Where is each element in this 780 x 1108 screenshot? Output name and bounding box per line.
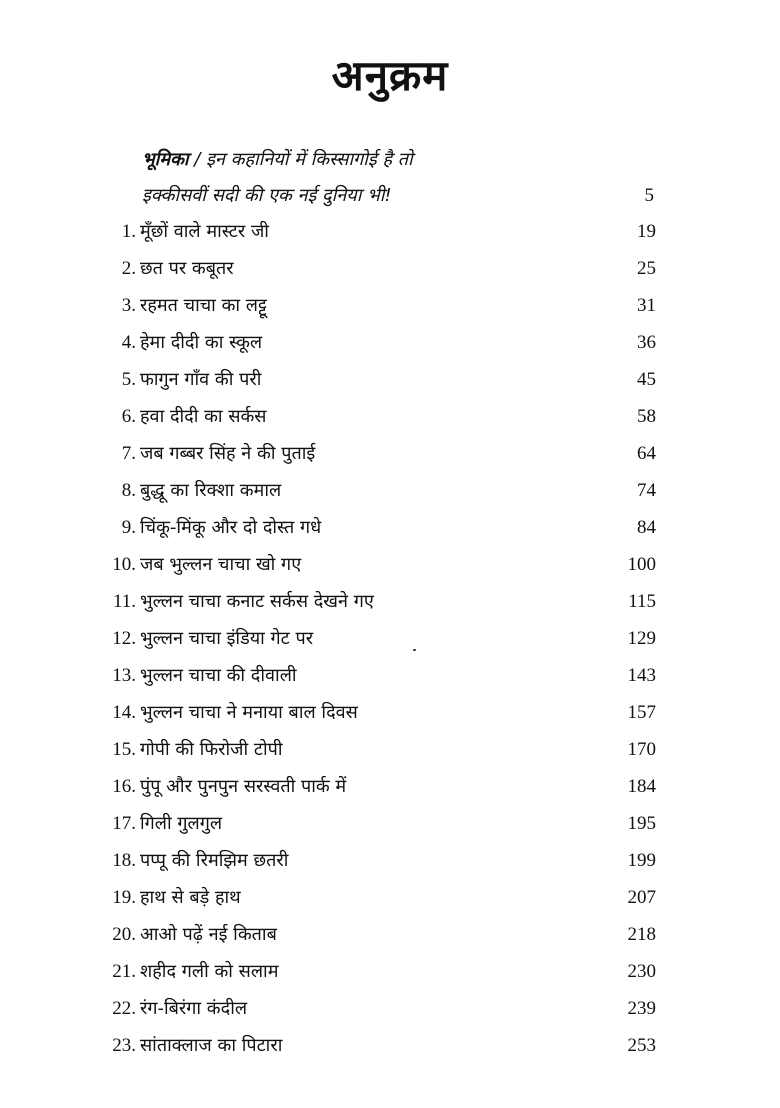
toc-entry-number: 23. [112,1035,136,1056]
toc-entry-number: 18. [112,850,136,871]
preface-entry [142,142,662,214]
toc-row [96,953,656,990]
toc-entry-number: 3. [121,295,136,316]
toc-entry-page: 100 [627,554,656,575]
toc-entry-page: 207 [627,887,656,908]
toc-entry-number: 22. [112,998,136,1019]
toc-row [96,472,656,509]
toc-entry-title: आओ पढ़ें नई किताब [140,924,277,945]
toc-row [96,657,656,694]
toc-entry-number: 12. [112,628,136,649]
toc-entry-number: 20. [112,924,136,945]
toc-row [96,620,656,657]
toc-entry-number: 21. [112,961,136,982]
toc-entry-title: जब भुल्लन चाचा खो गए [140,554,302,575]
toc-entry-title: बुद्धू का रिक्शा कमाल [140,480,282,501]
toc-entry-title: हाथ से बड़े हाथ [140,887,241,908]
toc-entry-number: 14. [112,702,136,723]
toc-row [96,287,656,324]
toc-row [96,250,656,287]
toc-row [96,731,656,768]
toc-entry-number: 19. [112,887,136,908]
toc-row [96,805,656,842]
toc-entry-number: 11. [112,591,136,612]
toc-entry-number: 16. [112,776,136,797]
toc-entry-title: हेमा दीदी का स्कूल [140,332,263,353]
toc-entry-title: गोपी की फिरोजी टोपी [140,739,283,760]
toc-entry-page: 74 [637,480,656,501]
toc-row [96,768,656,805]
toc-entry-page: 25 [637,258,656,279]
toc-entry-page: 143 [627,665,656,686]
toc-entry-number: 2. [121,258,136,279]
toc-entry-page: 45 [637,369,656,390]
toc-entry-title: छत पर कबूतर [140,258,234,279]
toc-row [96,842,656,879]
toc-entry-number: 6. [121,406,136,427]
toc-entry-title: गिली गुलगुल [140,813,223,834]
toc-entry-page: 230 [627,961,656,982]
toc-entry-number: 13. [112,665,136,686]
toc-entry-page: 19 [637,221,656,242]
toc-entry-title: शहीद गली को सलाम [140,961,279,982]
toc-entry-number: 5. [121,369,136,390]
toc-row [96,509,656,546]
print-speck [413,649,416,651]
toc-entry-page: 115 [628,591,656,612]
toc-entry-title: पुंपू और पुनपुन सरस्वती पार्क में [140,776,347,797]
toc-entry-page: 218 [627,924,656,945]
toc-entry-title: रहमत चाचा का लट्टू [140,295,267,316]
toc-entry-number: 17. [112,813,136,834]
toc-row [96,916,656,953]
preface-page-number: 5 [644,185,654,206]
toc-entry-page: 253 [627,1035,656,1056]
toc-entry-page: 195 [627,813,656,834]
toc-entry-page: 199 [627,850,656,871]
toc-entry-page: 36 [637,332,656,353]
toc-entry-title: भुल्लन चाचा कनाट सर्कस देखने गए [140,591,374,612]
toc-row [96,879,656,916]
toc-entry-number: 8. [121,480,136,501]
toc-entry-title: जब गब्बर सिंह ने की पुताई [140,443,316,464]
page-title: अनुक्रम [331,51,449,100]
toc-entry-title: पप्पू की रिमझिम छतरी [140,850,289,871]
toc-entry-number: 4. [121,332,136,353]
toc-entry-title: भुल्लन चाचा की दीवाली [140,665,297,686]
toc-row [96,694,656,731]
toc-entry-title: रंग-बिरंगा कंदील [140,998,248,1019]
toc-row [96,435,656,472]
toc-row [96,361,656,398]
toc-row [96,398,656,435]
toc-entry-page: 157 [627,702,656,723]
preface-line-1 [142,142,662,178]
preface-line-2 [142,178,662,214]
toc-entry-page: 239 [627,998,656,1019]
toc-row [96,546,656,583]
toc-entry-number: 7. [121,443,136,464]
toc-entry-title: सांताक्लाज का पिटारा [140,1035,283,1056]
preface-label: भूमिका [142,149,189,170]
table-of-contents [96,213,656,1064]
toc-row [96,583,656,620]
toc-entry-number: 15. [112,739,136,760]
toc-entry-page: 31 [637,295,656,316]
toc-entry-page: 184 [627,776,656,797]
toc-row [96,324,656,361]
toc-entry-page: 64 [637,443,656,464]
toc-entry-page: 84 [637,517,656,538]
toc-entry-number: 1. [121,221,136,242]
toc-entry-title: हवा दीदी का सर्कस [140,406,267,427]
toc-entry-number: 9. [121,517,136,538]
toc-row [96,213,656,250]
toc-entry-page: 170 [627,739,656,760]
toc-row [96,990,656,1027]
toc-entry-title: भुल्लन चाचा इंडिया गेट पर [140,628,314,649]
toc-entry-number: 10. [112,554,136,575]
toc-entry-title: चिंकू-मिंकू और दो दोस्त गधे [140,517,322,538]
toc-entry-page: 58 [637,406,656,427]
preface-line-1-text: / इन कहानियों में किस्सागोई है तो [188,149,413,170]
preface-line-2-text: इक्कीसवीं सदी की एक नई दुनिया भी! [142,185,392,206]
toc-entry-title: भुल्लन चाचा ने मनाया बाल दिवस [140,702,358,723]
toc-row [96,1027,656,1064]
toc-entry-title: फागुन गाँव की परी [140,369,262,390]
toc-entry-page: 129 [627,628,656,649]
toc-entry-title: मूँछों वाले मास्टर जी [140,221,269,242]
